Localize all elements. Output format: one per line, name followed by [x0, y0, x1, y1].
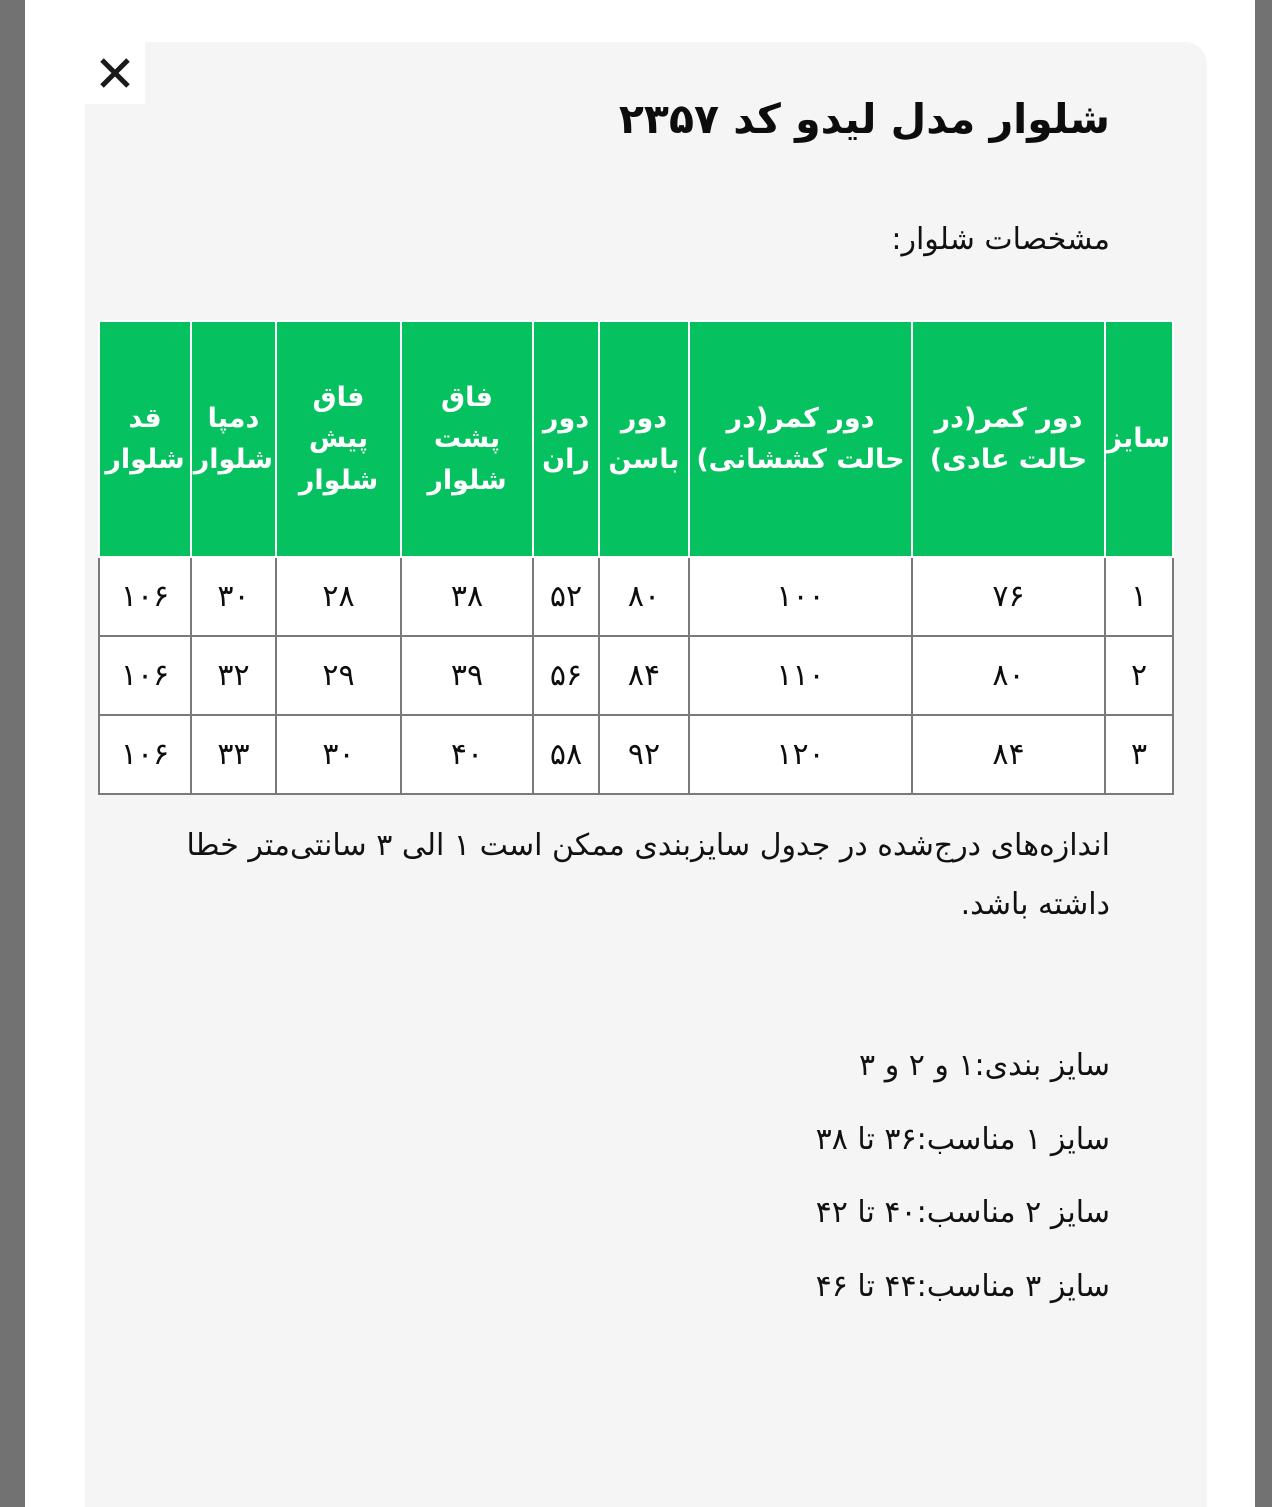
cell-size: ۳ [1105, 715, 1173, 794]
page-title: شلوار مدل لیدو کد ۲۳۵۷ [618, 95, 1110, 143]
size-table-wrapper [105, 320, 1174, 795]
cell-back-rise: ۳۹ [401, 636, 533, 715]
close-button[interactable] [85, 42, 145, 104]
cell-back-rise: ۴۰ [401, 715, 533, 794]
cell-thigh: ۵۶ [533, 636, 599, 715]
column-header-thigh: دور ران [533, 321, 599, 557]
table-header-row [99, 321, 1173, 557]
cell-waist-stretch: ۱۲۰ [689, 715, 912, 794]
cell-back-rise: ۳۸ [401, 557, 533, 636]
cell-front-rise: ۲۹ [276, 636, 401, 715]
cell-thigh: ۵۲ [533, 557, 599, 636]
cell-hem: ۳۲ [191, 636, 276, 715]
column-header-waist-stretch: دور کمر(در حالت کششانی) [689, 321, 912, 557]
cell-length: ۱۰۶ [99, 636, 191, 715]
list-item: سایز ۳ مناسب:۴۴ تا ۴۶ [815, 1268, 1110, 1304]
cell-hem: ۳۰ [191, 557, 276, 636]
cell-hem: ۳۳ [191, 715, 276, 794]
left-edge-rail [0, 0, 25, 1507]
table-row [99, 715, 1173, 794]
column-header-length: قد شلوار [99, 321, 191, 557]
cell-front-rise: ۲۸ [276, 557, 401, 636]
column-header-back-rise: فاق پشت شلوار [401, 321, 533, 557]
cell-thigh: ۵۸ [533, 715, 599, 794]
sizing-guide-list [115, 934, 1110, 1323]
size-table [98, 320, 1174, 795]
cell-waist-normal: ۸۴ [912, 715, 1105, 794]
cell-waist-normal: ۸۰ [912, 636, 1105, 715]
table-row [99, 557, 1173, 636]
cell-size: ۱ [1105, 557, 1173, 636]
cell-hip: ۸۰ [599, 557, 689, 636]
cell-waist-stretch: ۱۰۰ [689, 557, 912, 636]
list-item: سایز ۱ مناسب:۳۶ تا ۳۸ [815, 1121, 1110, 1157]
close-icon [98, 56, 132, 90]
column-header-waist-normal: دور کمر(در حالت عادی) [912, 321, 1105, 557]
column-header-hip: دور باسن [599, 321, 689, 557]
right-edge-rail [1255, 0, 1272, 1507]
list-item: سایز بندی:۱ و ۲ و ۳ [859, 1048, 1110, 1084]
cell-hip: ۹۲ [599, 715, 689, 794]
size-guide-modal [85, 42, 1207, 1507]
cell-size: ۲ [1105, 636, 1173, 715]
cell-front-rise: ۳۰ [276, 715, 401, 794]
list-item: سایز ۲ مناسب:۴۰ تا ۴۲ [815, 1195, 1110, 1231]
cell-waist-stretch: ۱۱۰ [689, 636, 912, 715]
column-header-hem: دمپا شلوار [191, 321, 276, 557]
table-row [99, 636, 1173, 715]
cell-waist-normal: ۷۶ [912, 557, 1105, 636]
measurement-tolerance-note: اندازه‌های درج‌شده در جدول سایزبندی ممکن است ۱ الی ۳ سانتی‌متر خطا داشته باشد. [186, 828, 1110, 922]
cell-hip: ۸۴ [599, 636, 689, 715]
specs-subtitle: مشخصات شلوار: [891, 222, 1110, 258]
modal-content [85, 42, 1207, 1507]
cell-length: ۱۰۶ [99, 557, 191, 636]
cell-length: ۱۰۶ [99, 715, 191, 794]
column-header-size: سایز [1105, 321, 1173, 557]
column-header-front-rise: فاق پیش شلوار [276, 321, 401, 557]
